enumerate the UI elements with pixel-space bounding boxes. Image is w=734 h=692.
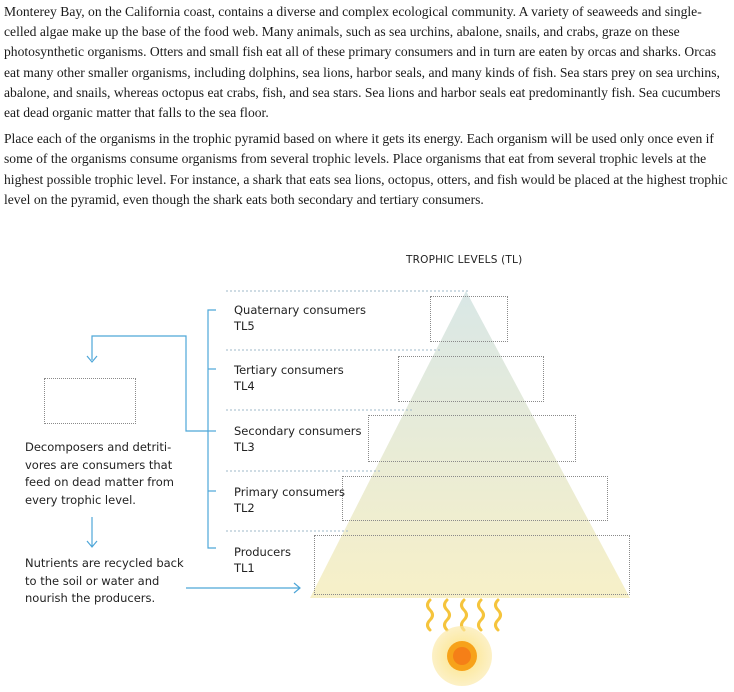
- decomposer-line: feed on dead matter from: [25, 475, 175, 489]
- level-label-tl2: [234, 484, 345, 516]
- level-label-tl3: [234, 423, 361, 455]
- level-code: TL5: [234, 319, 255, 333]
- decomposer-line: vores are consumers that: [25, 457, 173, 472]
- decomposer-line: every trophic level.: [25, 492, 136, 507]
- drop-zone-decomposers[interactable]: [44, 378, 136, 424]
- down-arrow-icon: [87, 517, 97, 547]
- sun-ray-icon: [428, 600, 501, 630]
- decomposer-line: Decomposers and detriti-: [25, 440, 172, 454]
- passage-paragraph-2: Place each of the organisms in the trophic pyramid based on where it gets its energy. Each organism will be used only once even if some of the organisms consume organisms from several trophic levels. Place organisms that eat from several trophic levels at the highest possible trophic level. For instance, a shark that eats sea lions, octopus, otters, and fish would be placed at the highest trophic level on the pyramid, even though the shark eats both secondary and tertiary consumers.: [4, 131, 728, 207]
- nutrient-line: to the soil or water and: [25, 573, 160, 588]
- drop-zone-tl4[interactable]: [398, 356, 544, 402]
- sun-icon: [432, 626, 492, 686]
- drop-zone-tl3[interactable]: [368, 415, 576, 462]
- level-label-tl1: [234, 544, 291, 576]
- level-label-tl5: [234, 302, 366, 334]
- nutrient-line: nourish the producers.: [25, 591, 156, 605]
- level-code: TL2: [234, 501, 255, 515]
- drop-zone-tl2[interactable]: [342, 476, 608, 521]
- drop-zone-tl1[interactable]: [314, 535, 630, 595]
- nutrient-description: [25, 555, 184, 608]
- level-code: TL1: [234, 561, 255, 575]
- level-label-tl4: [234, 362, 344, 394]
- right-arrow-icon: [186, 583, 300, 593]
- level-name: Tertiary consumers: [234, 363, 344, 377]
- level-name: Secondary consumers: [234, 424, 362, 438]
- level-code: TL4: [234, 379, 255, 393]
- diagram-title: TROPHIC LEVELS (TL): [406, 254, 523, 266]
- level-name: Producers: [234, 545, 291, 559]
- nutrient-line: Nutrients are recycled back: [25, 556, 184, 570]
- passage-paragraph-1: Monterey Bay, on the California coast, contains a diverse and complex ecological community. A variety of seaweeds and single-celled algae make up the base of the food web. Many animals, such as sea urchins, abalone, snails, and crabs, graze on these photosynthetic organisms. Otters and small fish eat all of these primary consumers and in turn are eaten by orcas and sharks. Orcas eat many other smaller organisms, including dolphins, sea lions, harbor seals, and many kinds of fish. Sea stars prey on sea urchins, abalone, and snails, whereas octopus eat crabs, fish, and sea stars. Sea lions and harbor seals eat predominantly fish. Sea cucumbers eat dead organic matter that falls to the sea floor.: [4, 4, 721, 121]
- level-name: Primary consumers: [234, 485, 346, 499]
- level-name: Quaternary consumers: [234, 303, 366, 317]
- level-bracket: [208, 310, 216, 548]
- level-code: TL3: [234, 440, 255, 454]
- decomposer-description: [25, 439, 174, 509]
- drop-zone-tl5[interactable]: [430, 296, 508, 342]
